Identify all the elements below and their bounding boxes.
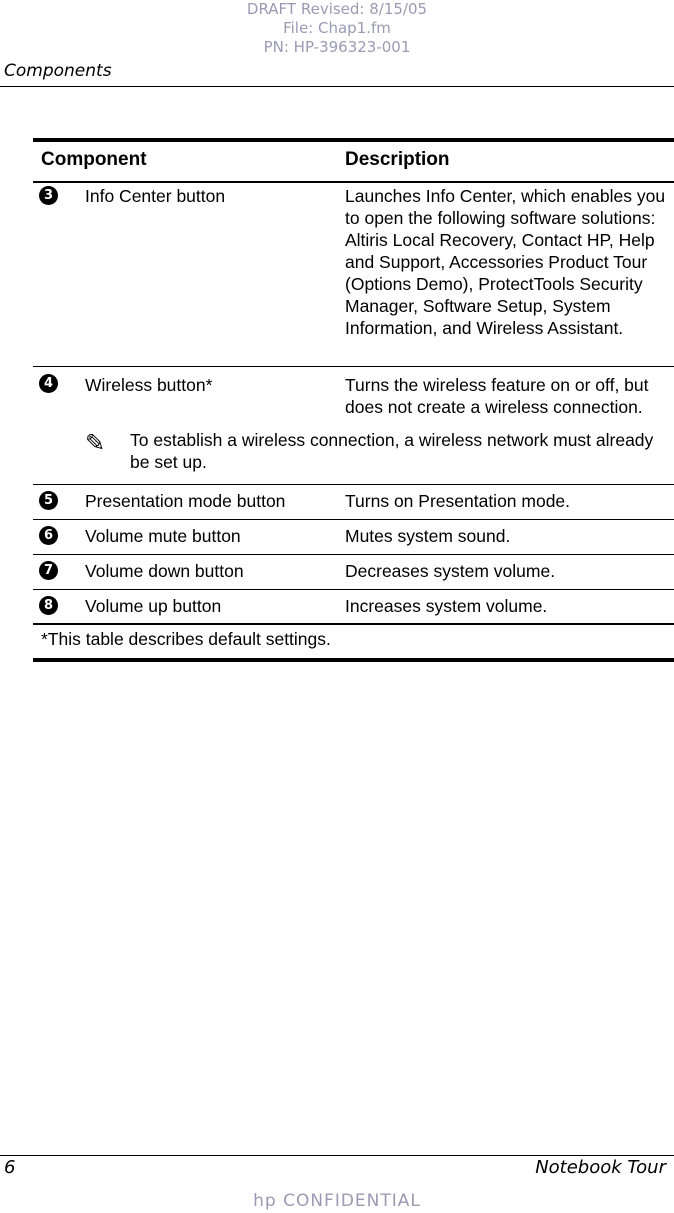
- chapter-title: Notebook Tour: [535, 1157, 666, 1178]
- callout-number: 8: [39, 596, 58, 615]
- page-number: 6: [4, 1157, 16, 1178]
- callout-number: 3: [39, 186, 58, 205]
- component-description: Increases system volume.: [345, 596, 548, 616]
- component-description: Turns on Presentation mode.: [345, 491, 571, 511]
- component-name: Presentation mode button: [85, 491, 286, 511]
- component-description: Turns the wireless feature on or off, but does not create a wireless connection.: [345, 375, 649, 417]
- component-name: Wireless button*: [85, 375, 213, 395]
- pencil-note-icon: ✎: [85, 429, 106, 457]
- callout-number: 6: [39, 526, 58, 545]
- table-row: [33, 555, 674, 590]
- draft-header: [0, 0, 674, 57]
- callout-number: 5: [39, 491, 58, 510]
- component-description: Mutes system sound.: [345, 526, 511, 546]
- component-name: Volume up button: [85, 596, 222, 616]
- table-row: [33, 367, 674, 485]
- components-table: [33, 138, 674, 662]
- callout-number: 4: [39, 374, 58, 393]
- column-header-component: Component: [41, 149, 147, 170]
- draft-pn-line: PN: HP-396323-001: [263, 38, 411, 56]
- table-header-row: [33, 142, 674, 181]
- table-footnote: *This table describes default settings.: [41, 629, 331, 649]
- table-row: [33, 590, 674, 625]
- note-text: To establish a wireless connection, a wireless network must already be set up.: [130, 430, 654, 472]
- table-row: [33, 520, 674, 555]
- table-footnote-row: [33, 625, 674, 658]
- table-row: [33, 183, 674, 367]
- component-name: Info Center button: [85, 186, 226, 206]
- callout-number: 7: [39, 561, 58, 580]
- table-row: [33, 485, 674, 520]
- section-title: Components: [4, 61, 112, 81]
- column-header-description: Description: [345, 149, 450, 170]
- component-name: Volume mute button: [85, 526, 241, 546]
- component-description: Decreases system volume.: [345, 561, 556, 581]
- confidential-notice: hp CONFIDENTIAL: [253, 1191, 421, 1211]
- component-description: Launches Info Center, which enables you to open the following software solutions: Altiris Local Recovery, Contact HP, Help and Support, Accessories Product Tour (Options Demo), ProtectTools Security Manager, Software Setup, System Information, and Wireless Assistant.: [345, 186, 666, 338]
- table-bottom-rule: [33, 658, 674, 662]
- component-name: Volume down button: [85, 561, 244, 581]
- draft-revised-line: DRAFT Revised: 8/15/05: [246, 0, 428, 18]
- footer-rule: [0, 1155, 674, 1156]
- draft-file-line: File: Chap1.fm: [283, 19, 391, 37]
- header-rule: [0, 86, 674, 87]
